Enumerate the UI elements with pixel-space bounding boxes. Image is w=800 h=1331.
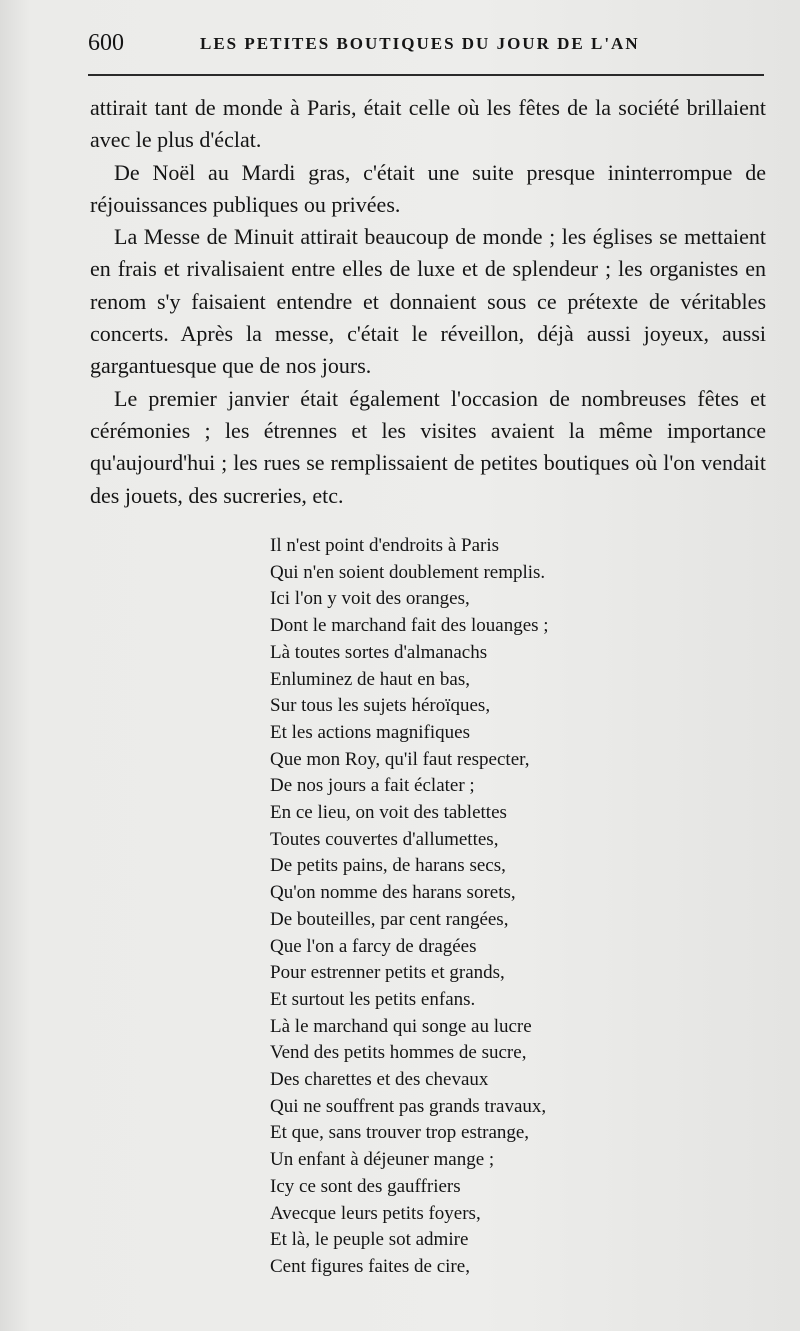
poem-line: Un enfant à déjeuner mange ; <box>270 1149 495 1171</box>
poem-line: En ce lieu, on voit des tablettes <box>270 802 507 824</box>
prose-body <box>90 92 766 512</box>
poem-line: Pour estrenner petits et grands, <box>270 962 505 984</box>
poem-line: Toutes couvertes d'allumettes, <box>270 828 499 850</box>
poem-line: De petits pains, de harans secs, <box>270 855 506 877</box>
poem-line: Enluminez de haut en bas, <box>270 668 470 690</box>
paragraph: attirait tant de monde à Paris, était celle où les fêtes de la société brillaient avec le plus d'éclat. <box>90 95 766 153</box>
paragraph: Le premier janvier était également l'occasion de nombreuses fêtes et cérémonies ; les étrennes et les visites avaient la même importance qu'aujourd'hui ; les rues se remplissaient de petites boutiques où l'on vendait des jouets, des sucreries, etc. <box>90 385 766 508</box>
poem-line: Sur tous les sujets héroïques, <box>270 695 491 717</box>
poem-line: Que mon Roy, qu'il faut respecter, <box>270 748 530 770</box>
paragraph: De Noël au Mardi gras, c'était une suite presque ininterrompue de réjouissances publiques ou privées. <box>90 159 766 217</box>
poem-line: Qui n'en soient doublement remplis. <box>270 561 546 583</box>
poem-line: Dont le marchand fait des louanges ; <box>270 615 549 637</box>
poem-line: Là le marchand qui songe au lucre <box>270 1015 532 1037</box>
poem-line: Que l'on a farcy de dragées <box>270 935 477 957</box>
poem-line: Il n'est point d'endroits à Paris <box>270 535 500 556</box>
header-rule <box>88 74 764 76</box>
poem-line: Là toutes sortes d'almanachs <box>270 641 488 663</box>
poem-line: Et surtout les petits enfans. <box>270 988 476 1010</box>
poem-line: Et que, sans trouver trop estrange, <box>270 1122 530 1144</box>
poem-line: Des charettes et des chevaux <box>270 1069 489 1091</box>
poem-line: Qu'on nomme des harans sorets, <box>270 882 516 904</box>
poem-line: De nos jours a fait éclater ; <box>270 775 475 797</box>
running-title: LES PETITES BOUTIQUES DU JOUR DE L'AN <box>200 34 640 53</box>
poem-line: Cent figures faites de cire, <box>270 1255 470 1277</box>
poem-line: Icy ce sont des gauffriers <box>270 1175 461 1197</box>
poem-line: Ici l'on y voit des oranges, <box>270 588 470 610</box>
page-header <box>88 26 764 62</box>
poem-line: Avecque leurs petits foyers, <box>270 1202 481 1224</box>
page-number: 600 <box>88 30 124 56</box>
poem-quotation <box>270 533 610 1281</box>
poem-line: Et les actions magnifiques <box>270 721 470 743</box>
paragraph: La Messe de Minuit attirait beaucoup de monde ; les églises se mettaient en frais et rivalisaient entre elles de luxe et de splendeur ; les organistes en renom s'y faisaient entendre et donnaient sous ce prétexte de véritables concerts. Après la messe, c'était le réveillon, déjà aussi joyeux, aussi gargantuesque que de nos jours. <box>90 224 766 379</box>
poem-line: Qui ne souffrent pas grands travaux, <box>270 1095 547 1117</box>
poem-line: Vend des petits hommes de sucre, <box>270 1042 527 1064</box>
poem-line: De bouteilles, par cent rangées, <box>270 908 509 930</box>
poem-line: Et là, le peuple sot admire <box>270 1229 469 1251</box>
